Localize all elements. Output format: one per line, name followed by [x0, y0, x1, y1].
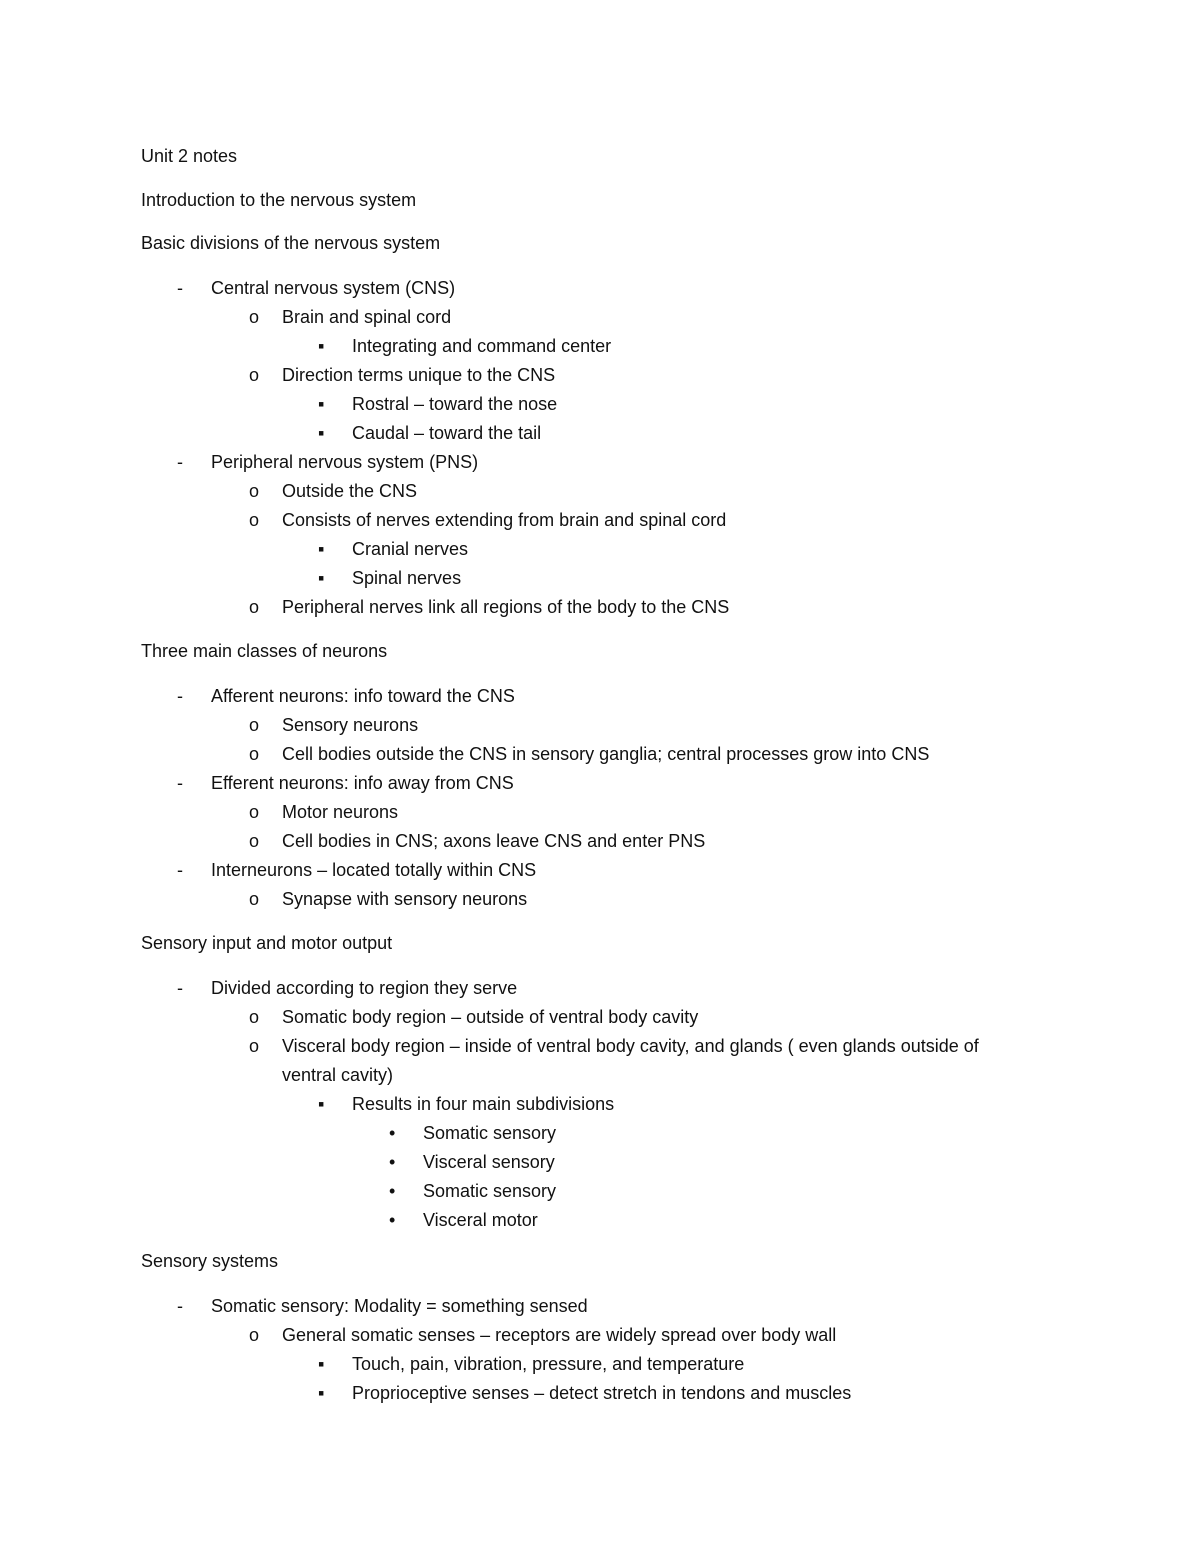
- list-item-text: Peripheral nerves link all regions of the body to the CNS: [282, 597, 730, 617]
- list-marker: o: [249, 1007, 260, 1027]
- list-marker: o: [249, 744, 260, 764]
- list-item-text: Visceral body region – inside of ventral body cavity, and glands ( even glands outside of: [282, 1036, 979, 1056]
- list-item-text: Results in four main subdivisions: [352, 1094, 615, 1114]
- list-marker: ▪: [318, 1354, 325, 1374]
- list-item-text: Somatic sensory: [423, 1123, 557, 1143]
- list-marker: -: [177, 978, 183, 998]
- list-item-text: Somatic sensory: Modality = something sensed: [211, 1296, 588, 1316]
- list-item-text: Cell bodies in CNS; axons leave CNS and enter PNS: [282, 831, 706, 851]
- list-item-text: Proprioceptive senses – detect stretch in tendons and muscles: [352, 1383, 852, 1403]
- list-item-text: Visceral sensory: [423, 1152, 555, 1172]
- list-item-text: Spinal nerves: [352, 568, 462, 588]
- list-marker: -: [177, 773, 183, 793]
- list-marker: o: [249, 1036, 260, 1056]
- list-item-text: Afferent neurons: info toward the CNS: [211, 686, 515, 706]
- list-marker: o: [249, 802, 260, 822]
- list-marker: •: [389, 1181, 396, 1201]
- list-item-text: Touch, pain, vibration, pressure, and temperature: [352, 1354, 745, 1374]
- list-item-text: Interneurons – located totally within CNS: [211, 860, 537, 880]
- list-marker: o: [249, 365, 260, 385]
- list-item-text: Synapse with sensory neurons: [282, 889, 528, 909]
- list-marker: ▪: [318, 394, 325, 414]
- list-item-continuation-text: ventral cavity): [282, 1065, 394, 1085]
- list-marker: ▪: [318, 1094, 325, 1114]
- list-item-text: Brain and spinal cord: [282, 307, 452, 327]
- list-marker: -: [177, 860, 183, 880]
- list-marker: -: [177, 1296, 183, 1316]
- list-item-text: Efferent neurons: info away from CNS: [211, 773, 514, 793]
- list-item-text: Caudal – toward the tail: [352, 423, 542, 443]
- list-marker: -: [177, 278, 183, 298]
- list-item-text: Consists of nerves extending from brain and spinal cord: [282, 510, 727, 530]
- list-marker: -: [177, 686, 183, 706]
- list-item-text: Somatic sensory: [423, 1181, 557, 1201]
- list-marker: o: [249, 481, 260, 501]
- section-heading-text: Sensory input and motor output: [141, 933, 393, 953]
- list-marker: o: [249, 1325, 260, 1345]
- list-item-text: Sensory neurons: [282, 715, 419, 735]
- list-item-text: Somatic body region – outside of ventral body cavity: [282, 1007, 699, 1027]
- list-marker: -: [177, 452, 183, 472]
- list-marker: •: [389, 1123, 396, 1143]
- section-heading-text: Sensory systems: [141, 1251, 279, 1271]
- list-marker: o: [249, 510, 260, 530]
- list-marker: •: [389, 1152, 396, 1172]
- list-marker: o: [249, 715, 260, 735]
- list-item-text: Integrating and command center: [352, 336, 612, 356]
- list-item-text: Central nervous system (CNS): [211, 278, 456, 298]
- list-item-text: General somatic senses – receptors are widely spread over body wall: [282, 1325, 837, 1345]
- list-item-text: Visceral motor: [423, 1210, 538, 1230]
- section-heading-text: Three main classes of neurons: [141, 641, 388, 661]
- subtitle-text: Introduction to the nervous system: [141, 190, 417, 210]
- list-marker: ▪: [318, 423, 325, 443]
- list-item-text: Divided according to region they serve: [211, 978, 518, 998]
- list-item-text: Cell bodies outside the CNS in sensory ganglia; central processes grow into CNS: [282, 744, 930, 764]
- list-item-text: Motor neurons: [282, 802, 399, 822]
- list-marker: ▪: [318, 336, 325, 356]
- list-marker: ▪: [318, 568, 325, 588]
- list-marker: o: [249, 831, 260, 851]
- title-text: Unit 2 notes: [141, 146, 238, 166]
- list-item-text: Peripheral nervous system (PNS): [211, 452, 479, 472]
- list-marker: •: [389, 1210, 396, 1230]
- list-item-text: Rostral – toward the nose: [352, 394, 558, 414]
- list-marker: o: [249, 597, 260, 617]
- list-item-text: Outside the CNS: [282, 481, 418, 501]
- list-marker: ▪: [318, 539, 325, 559]
- list-item-text: Cranial nerves: [352, 539, 469, 559]
- list-marker: o: [249, 889, 260, 909]
- list-marker: o: [249, 307, 260, 327]
- list-marker: ▪: [318, 1383, 325, 1403]
- list-item-text: Direction terms unique to the CNS: [282, 365, 556, 385]
- section-heading-text: Basic divisions of the nervous system: [141, 233, 441, 253]
